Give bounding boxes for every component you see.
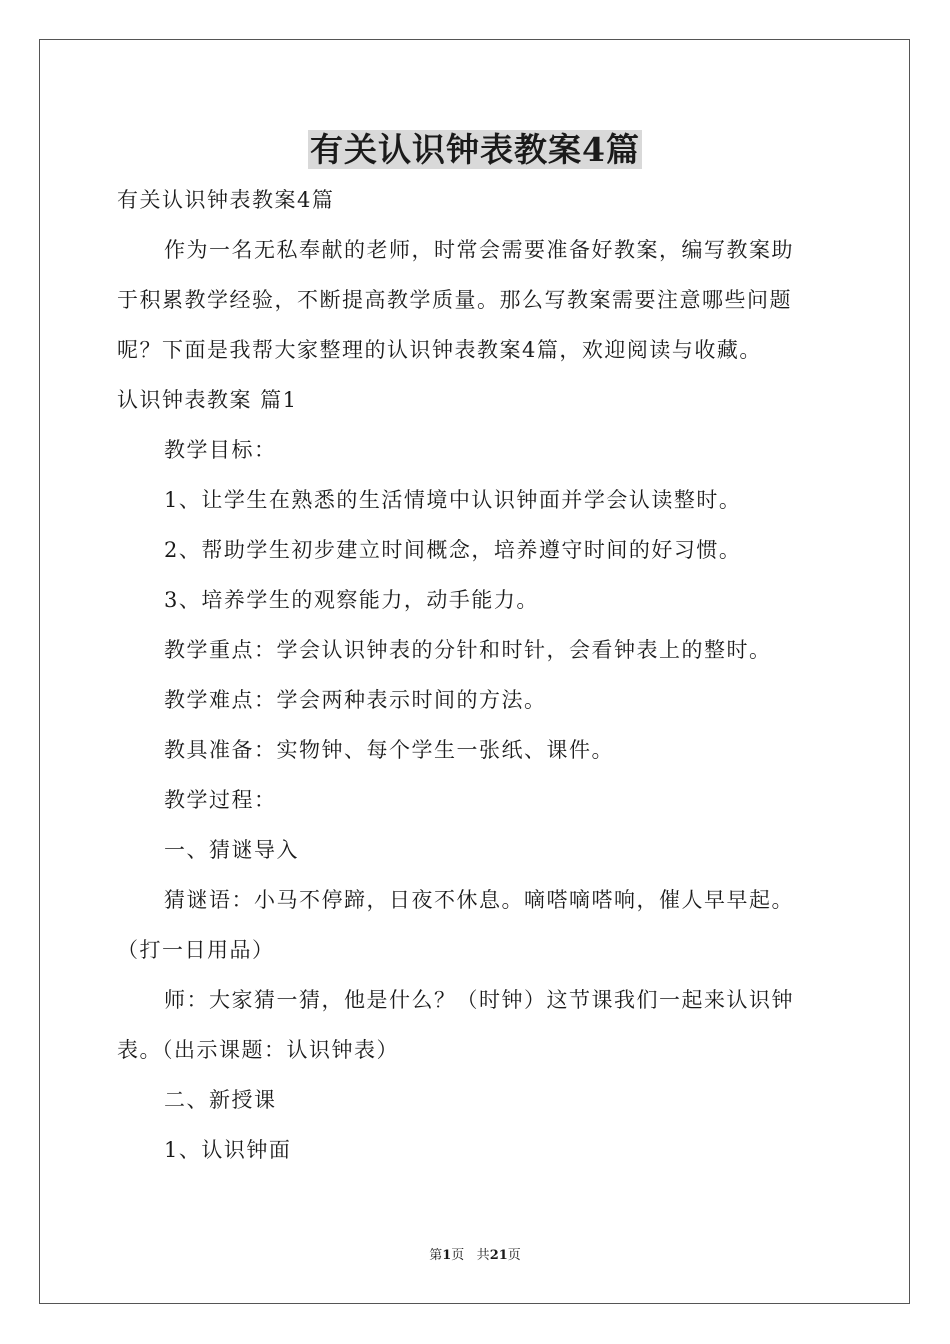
text-line: 教学重点：学会认识钟表的分针和时针，会看钟表上的整时。 (164, 638, 772, 662)
text-line: 3、培养学生的观察能力，动手能力。 (164, 588, 539, 612)
text-line: 教具准备：实物钟、每个学生一张纸、课件。 (164, 738, 614, 762)
text-line: 表。（出示课题：认识钟表） (117, 1038, 399, 1062)
text-line: 1、认识钟面 (164, 1138, 292, 1162)
page-footer (0, 1247, 950, 1265)
text-line: 2、帮助学生初步建立时间概念，培养遵守时间的好习惯。 (164, 538, 742, 562)
footer-total-label: 共 (476, 1248, 490, 1263)
footer-page-number: 1 (442, 1248, 452, 1263)
document-title (0, 128, 950, 172)
text-line: 1、让学生在熟悉的生活情境中认识钟面并学会认读整时。 (164, 488, 742, 512)
intro-paragraph-line-2: 于积累教学经验，不断提高教学质量。那么写教案需要注意哪些问题 (117, 288, 792, 312)
text-line: 教学难点：学会两种表示时间的方法。 (164, 688, 547, 712)
intro-paragraph-line-3: 呢？下面是我帮大家整理的认识钟表教案4篇，欢迎阅读与收藏。 (117, 338, 762, 362)
text-line: 二、新授课 (164, 1088, 277, 1112)
text-line: 教学目标： (164, 438, 277, 462)
intro-paragraph-line-1: 作为一名无私奉献的老师，时常会需要准备好教案，编写教案助 (164, 238, 794, 262)
text-line: 猜谜语：小马不停蹄，日夜不休息。嘀嗒嘀嗒响，催人早早起。 (164, 888, 794, 912)
footer-page-label: 第 (429, 1248, 443, 1263)
document-title-text: 有关认识钟表教案4篇 (310, 130, 640, 169)
footer-total-number: 21 (489, 1248, 508, 1263)
text-line: 一、猜谜导入 (164, 838, 299, 862)
document-subtitle: 有关认识钟表教案4篇 (117, 188, 335, 212)
footer-total-unit: 页 (507, 1248, 521, 1263)
text-line: 师：大家猜一猜，他是什么？（时钟）这节课我们一起来认识钟 (164, 988, 794, 1012)
section-heading: 认识钟表教案 篇1 (117, 388, 298, 412)
text-line: （打一日用品） (117, 938, 275, 962)
text-line: 教学过程： (164, 788, 277, 812)
footer-page-unit: 页 (451, 1248, 465, 1263)
